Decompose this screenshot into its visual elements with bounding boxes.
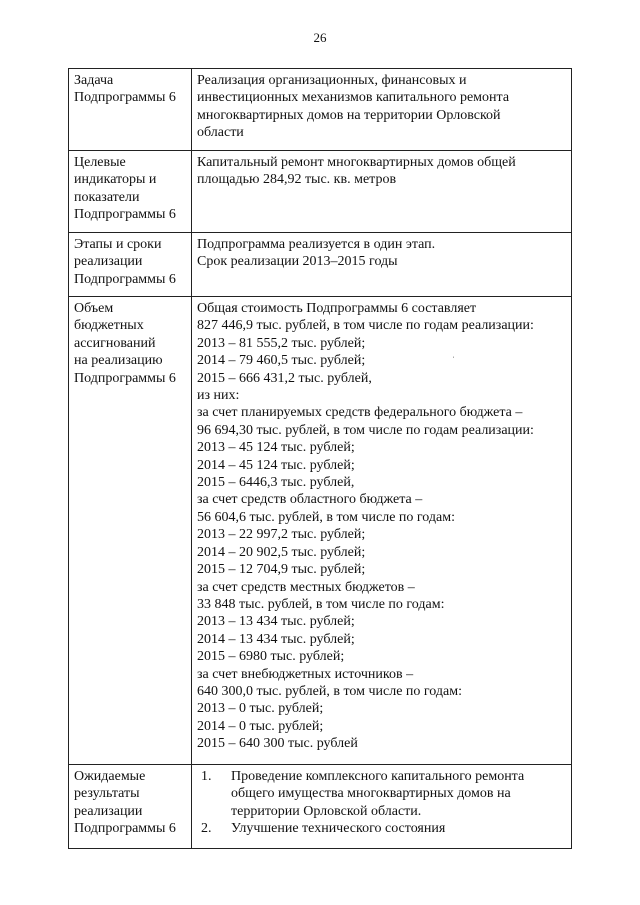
content-line: 2015 – 12 704,9 тыс. рублей; [197, 562, 366, 578]
content-line: из них: [197, 388, 240, 404]
content-line: 640 300,0 тыс. рублей, в том числе по годам: [197, 683, 462, 699]
content-line: 2015 – 666 431,2 тыс. рублей, [197, 370, 372, 386]
content-line: за счет средств местных бюджетов – [197, 579, 415, 595]
table-row-stages [69, 233, 572, 297]
scan-speck: ˈ [452, 355, 455, 365]
content-line: 2014 – 13 434 тыс. рублей; [197, 631, 355, 647]
table-row-task [69, 69, 572, 151]
row-label-budget [69, 297, 192, 765]
row-content-indicators [192, 151, 572, 233]
result-item-number: 2. [201, 821, 212, 837]
content-line: 2014 – 0 тыс. рублей; [197, 718, 324, 734]
content-line: 56 604,6 тыс. рублей, в том числе по годам: [197, 509, 455, 525]
label-line: реализации [74, 803, 143, 819]
label-line: Этапы и сроки [74, 237, 162, 252]
content-line: территории Орловской области. [231, 803, 422, 819]
content-line: 2014 – 79 460,5 тыс. рублей; [197, 353, 366, 369]
content-line: 2015 – 640 300 тыс. рублей [197, 736, 358, 752]
content-line: Общая стоимость Подпрограммы 6 составляет [197, 301, 477, 316]
label-line: Ожидаемые [74, 769, 146, 784]
content-line: 2013 – 45 124 тыс. рублей; [197, 440, 355, 456]
table-row-results [69, 765, 572, 849]
row-content-budget [192, 297, 572, 765]
content-line: многоквартирных домов на территории Орловской [197, 107, 501, 123]
content-line: 2013 – 81 555,2 тыс. рублей; [197, 335, 366, 351]
subprogram-passport-table [68, 68, 572, 849]
content-line: 2015 – 6446,3 тыс. рублей, [197, 475, 355, 491]
content-line: 96 694,30 тыс. рублей, в том числе по годам реализации: [197, 422, 534, 438]
label-line: индикаторы и [74, 172, 157, 188]
label-line: Подпрограммы 6 [74, 821, 176, 837]
content-line: 2013 – 13 434 тыс. рублей; [197, 614, 355, 630]
result-item [197, 768, 567, 820]
content-line: 2014 – 20 902,5 тыс. рублей; [197, 544, 366, 560]
content-line: Срок реализации 2013–2015 годы [197, 254, 398, 270]
content-line: области [197, 125, 244, 141]
content-line: общего имущества многоквартирных домов на [231, 786, 511, 802]
content-line: Капитальный ремонт многоквартирных домов общей [197, 155, 516, 170]
content-line: 827 446,9 тыс. рублей, в том числе по годам реализации: [197, 318, 534, 334]
result-item-text [231, 768, 567, 820]
label-line: ассигнований [74, 335, 156, 351]
content-line: 33 848 тыс. рублей, в том числе по годам: [197, 596, 445, 612]
result-item-text [231, 820, 567, 837]
content-line: за счет средств областного бюджета – [197, 492, 423, 508]
label-line: Задача [74, 73, 114, 88]
content-line: 2013 – 0 тыс. рублей; [197, 701, 324, 717]
content-line: 2015 – 6980 тыс. рублей; [197, 649, 345, 665]
row-label-task [69, 69, 192, 151]
label-line: на реализацию [74, 353, 163, 369]
label-line: бюджетных [74, 318, 144, 334]
table-row-budget [69, 297, 572, 765]
label-line: Целевые [74, 155, 126, 170]
page-number: 26 [313, 30, 327, 45]
row-content-stages [192, 233, 572, 297]
label-line: Объем [74, 301, 114, 316]
content-line: за счет планируемых средств федерального бюджета – [197, 405, 523, 421]
label-line: Подпрограммы 6 [74, 207, 176, 223]
row-content-results [192, 765, 572, 849]
row-content-task [192, 69, 572, 151]
content-line: 2014 – 45 124 тыс. рублей; [197, 457, 355, 473]
row-label-results [69, 765, 192, 849]
label-line: Подпрограммы 6 [74, 271, 176, 287]
content-line: площадью 284,92 тыс. кв. метров [197, 172, 397, 188]
label-line: Подпрограммы 6 [74, 370, 176, 386]
content-line: Подпрограмма реализуется в один этап. [197, 237, 436, 252]
content-line: 2013 – 22 997,2 тыс. рублей; [197, 527, 366, 543]
table-row-indicators [69, 151, 572, 233]
label-line: Подпрограммы 6 [74, 90, 176, 106]
result-item [197, 820, 567, 837]
content-line: Проведение комплексного капитального ремонта [231, 769, 525, 784]
content-line: Улучшение технического состояния [231, 821, 446, 837]
row-label-indicators [69, 151, 192, 233]
content-line: Реализация организационных, финансовых и [197, 73, 467, 88]
result-item-number: 1. [201, 769, 212, 784]
label-line: показатели [74, 189, 140, 205]
label-line: результаты [74, 786, 140, 802]
content-line: за счет внебюджетных источников – [197, 666, 414, 682]
row-label-stages [69, 233, 192, 297]
label-line: реализации [74, 254, 143, 270]
content-line: инвестиционных механизмов капитального ремонта [197, 90, 510, 106]
